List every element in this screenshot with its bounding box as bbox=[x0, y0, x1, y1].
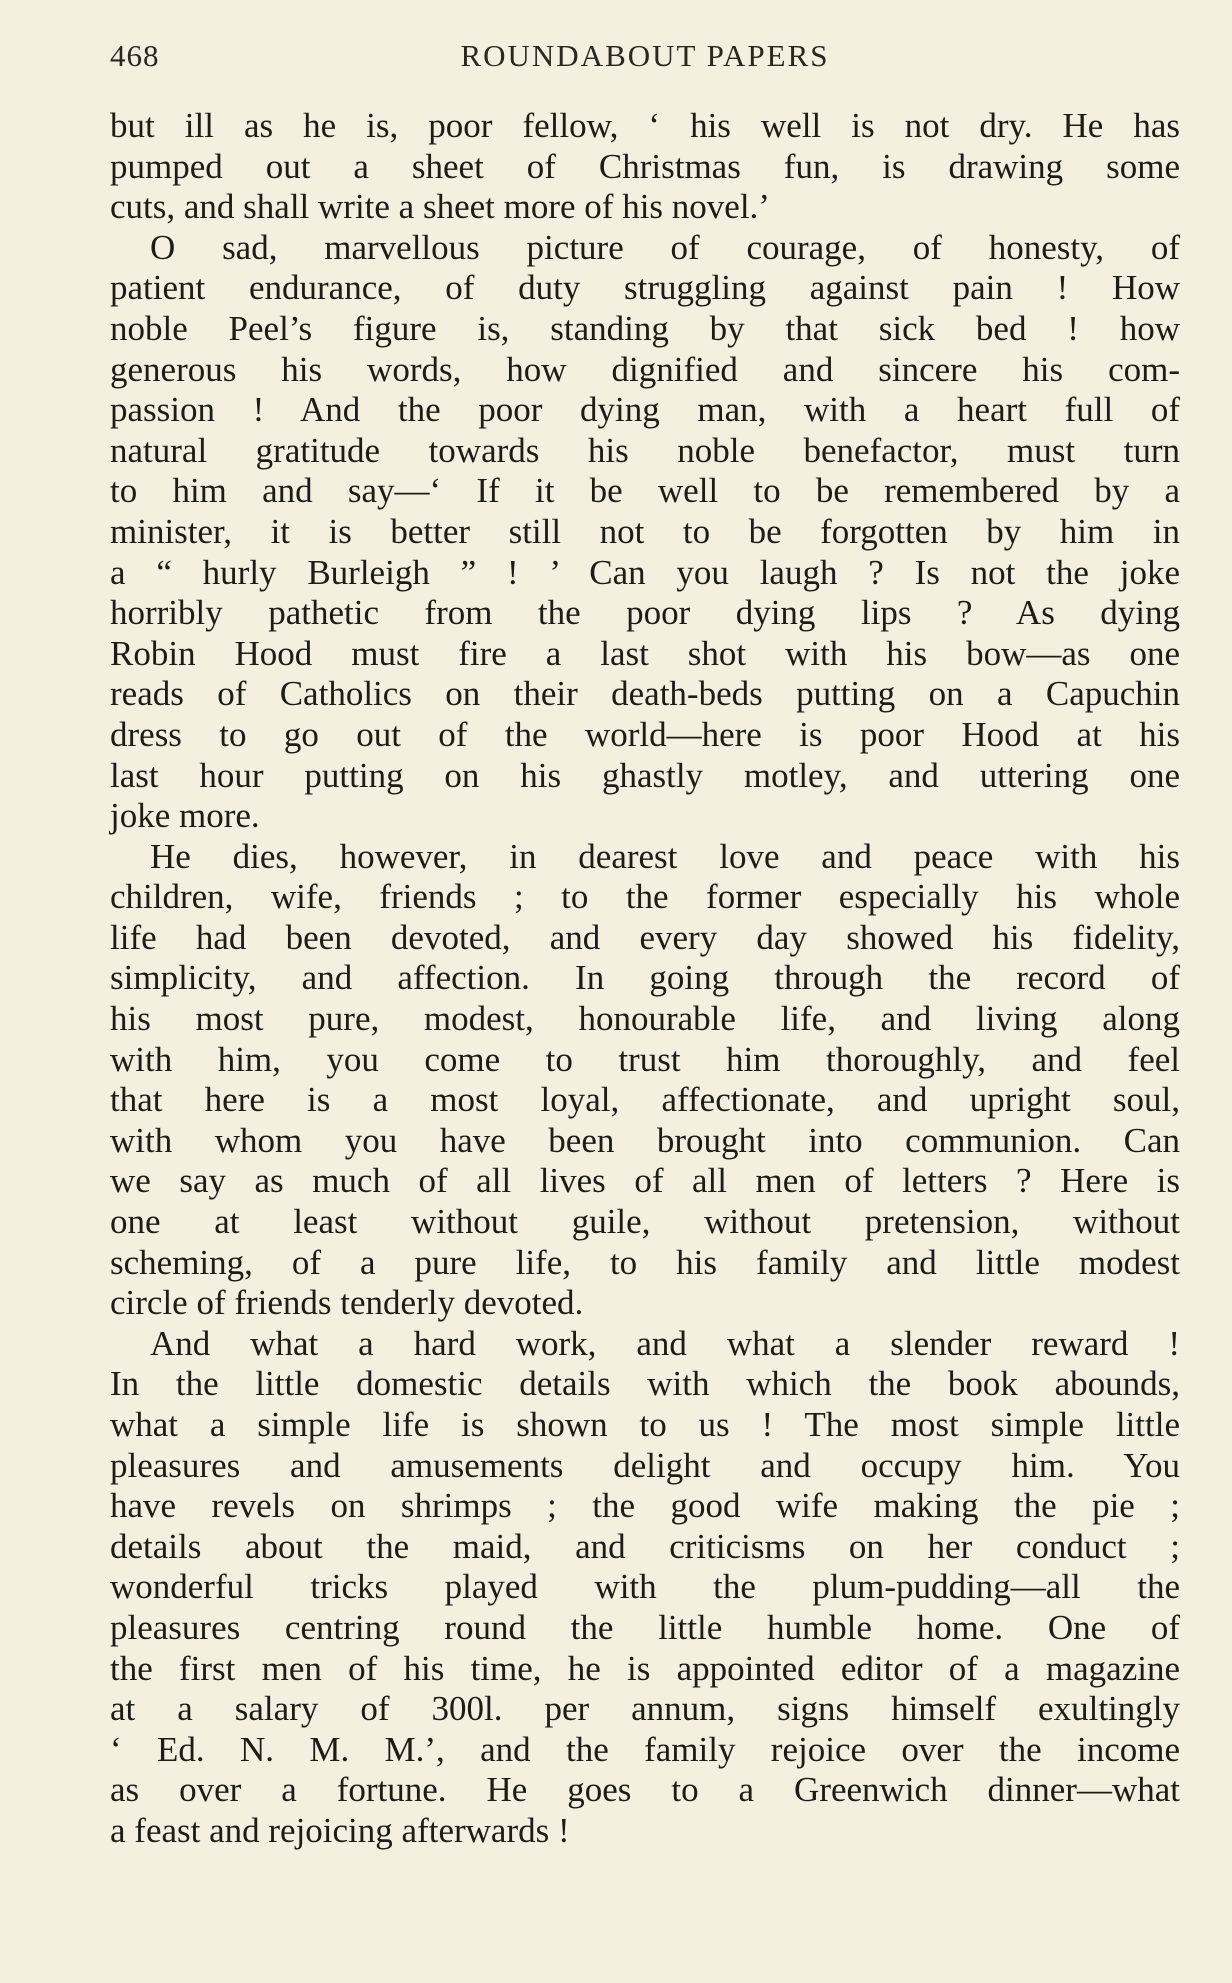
text-line: And what a hard work, and what a slender reward ! bbox=[150, 1323, 1180, 1363]
text-line: pumped out a sheet of Christmas fun, is drawing some bbox=[110, 146, 1180, 186]
text-line: pleasures centring round the little humble home. One of bbox=[110, 1607, 1180, 1647]
page-number: 468 bbox=[110, 38, 160, 73]
text-line: He dies, however, in dearest love and peace with his bbox=[150, 836, 1180, 876]
text-line: O sad, marvellous picture of courage, of honesty, of bbox=[150, 227, 1180, 267]
text-line: to him and say—‘ If it be well to be remembered by a bbox=[110, 471, 1180, 511]
text-line: life had been devoted, and every day showed his fidelity, bbox=[110, 917, 1180, 957]
text-line: minister, it is better still not to be forgotten by him in bbox=[110, 511, 1180, 551]
text-line: pleasures and amusements delight and occupy him. You bbox=[110, 1445, 1180, 1485]
paragraph bbox=[110, 1324, 1180, 1852]
text-line: joke more. bbox=[110, 796, 260, 836]
text-line: at a salary of 300l. per annum, signs himself exultingly bbox=[110, 1689, 1180, 1729]
text-line: what a simple life is shown to us ! The most simple little bbox=[110, 1405, 1180, 1444]
text-line: ‘ Ed. N. M. M.’, and the family rejoice over the income bbox=[110, 1729, 1180, 1769]
text-line: horribly pathetic from the poor dying lips ? As dying bbox=[110, 593, 1180, 633]
paragraph bbox=[110, 837, 1180, 1324]
text-line: we say as much of all lives of all men of letters ? Here is bbox=[110, 1161, 1180, 1201]
text-line: with whom you have been brought into communion. Can bbox=[110, 1120, 1180, 1160]
text-line: In the little domestic details with which the book abounds, bbox=[110, 1364, 1180, 1404]
text-line: one at least without guile, without pretension, without bbox=[110, 1202, 1180, 1242]
text-line: a “ hurly Burleigh ” ! ’ Can you laugh ? Is not the joke bbox=[110, 552, 1180, 592]
paragraph bbox=[110, 106, 1180, 228]
text-line: that here is a most loyal, affectionate, and upright soul, bbox=[110, 1080, 1180, 1120]
text-line: generous his words, how dignified and sincere his com- bbox=[110, 349, 1180, 389]
text-line: as over a fortune. He goes to a Greenwich dinner—what bbox=[110, 1770, 1180, 1810]
text-line: his most pure, modest, honourable life, and living along bbox=[110, 999, 1180, 1039]
text-line: Robin Hood must fire a last shot with his bow—as one bbox=[110, 633, 1180, 673]
text-line: reads of Catholics on their death-beds putting on a Capuchin bbox=[110, 674, 1180, 714]
text-line: with him, you come to trust him thoroughly, and feel bbox=[110, 1039, 1180, 1079]
text-line: wonderful tricks played with the plum-pudding—all the bbox=[110, 1567, 1180, 1607]
text-line: simplicity, and affection. In going through the record of bbox=[110, 958, 1180, 998]
text-line: scheming, of a pure life, to his family and little modest bbox=[110, 1242, 1180, 1282]
text-line: the first men of his time, he is appointed editor of a magazine bbox=[110, 1648, 1180, 1688]
text-line: passion ! And the poor dying man, with a heart full of bbox=[110, 390, 1180, 430]
text-line: but ill as he is, poor fellow, ‘ his well is not dry. He has bbox=[110, 106, 1180, 145]
text-line: dress to go out of the world—here is poor Hood at his bbox=[110, 714, 1180, 754]
text-line: natural gratitude towards his noble benefactor, must turn bbox=[110, 430, 1180, 470]
running-title: ROUNDABOUT PAPERS bbox=[460, 38, 830, 73]
text-line: children, wife, friends ; to the former especially his whole bbox=[110, 877, 1180, 917]
text-line: details about the maid, and criticisms on her conduct ; bbox=[110, 1526, 1180, 1566]
paragraph bbox=[110, 228, 1180, 837]
running-head bbox=[110, 38, 1180, 78]
text-line: last hour putting on his ghastly motley, and uttering one bbox=[110, 755, 1180, 795]
text-line: have revels on shrimps ; the good wife making the pie ; bbox=[110, 1486, 1180, 1526]
text-line: circle of friends tenderly devoted. bbox=[110, 1283, 584, 1323]
body-text bbox=[110, 106, 1180, 1852]
text-line: a feast and rejoicing afterwards ! bbox=[110, 1810, 570, 1850]
text-line: noble Peel’s figure is, standing by that sick bed ! how bbox=[110, 308, 1180, 348]
text-line: cuts, and shall write a sheet more of his novel.’ bbox=[110, 187, 770, 227]
text-line: patient endurance, of duty struggling against pain ! How bbox=[110, 268, 1180, 308]
